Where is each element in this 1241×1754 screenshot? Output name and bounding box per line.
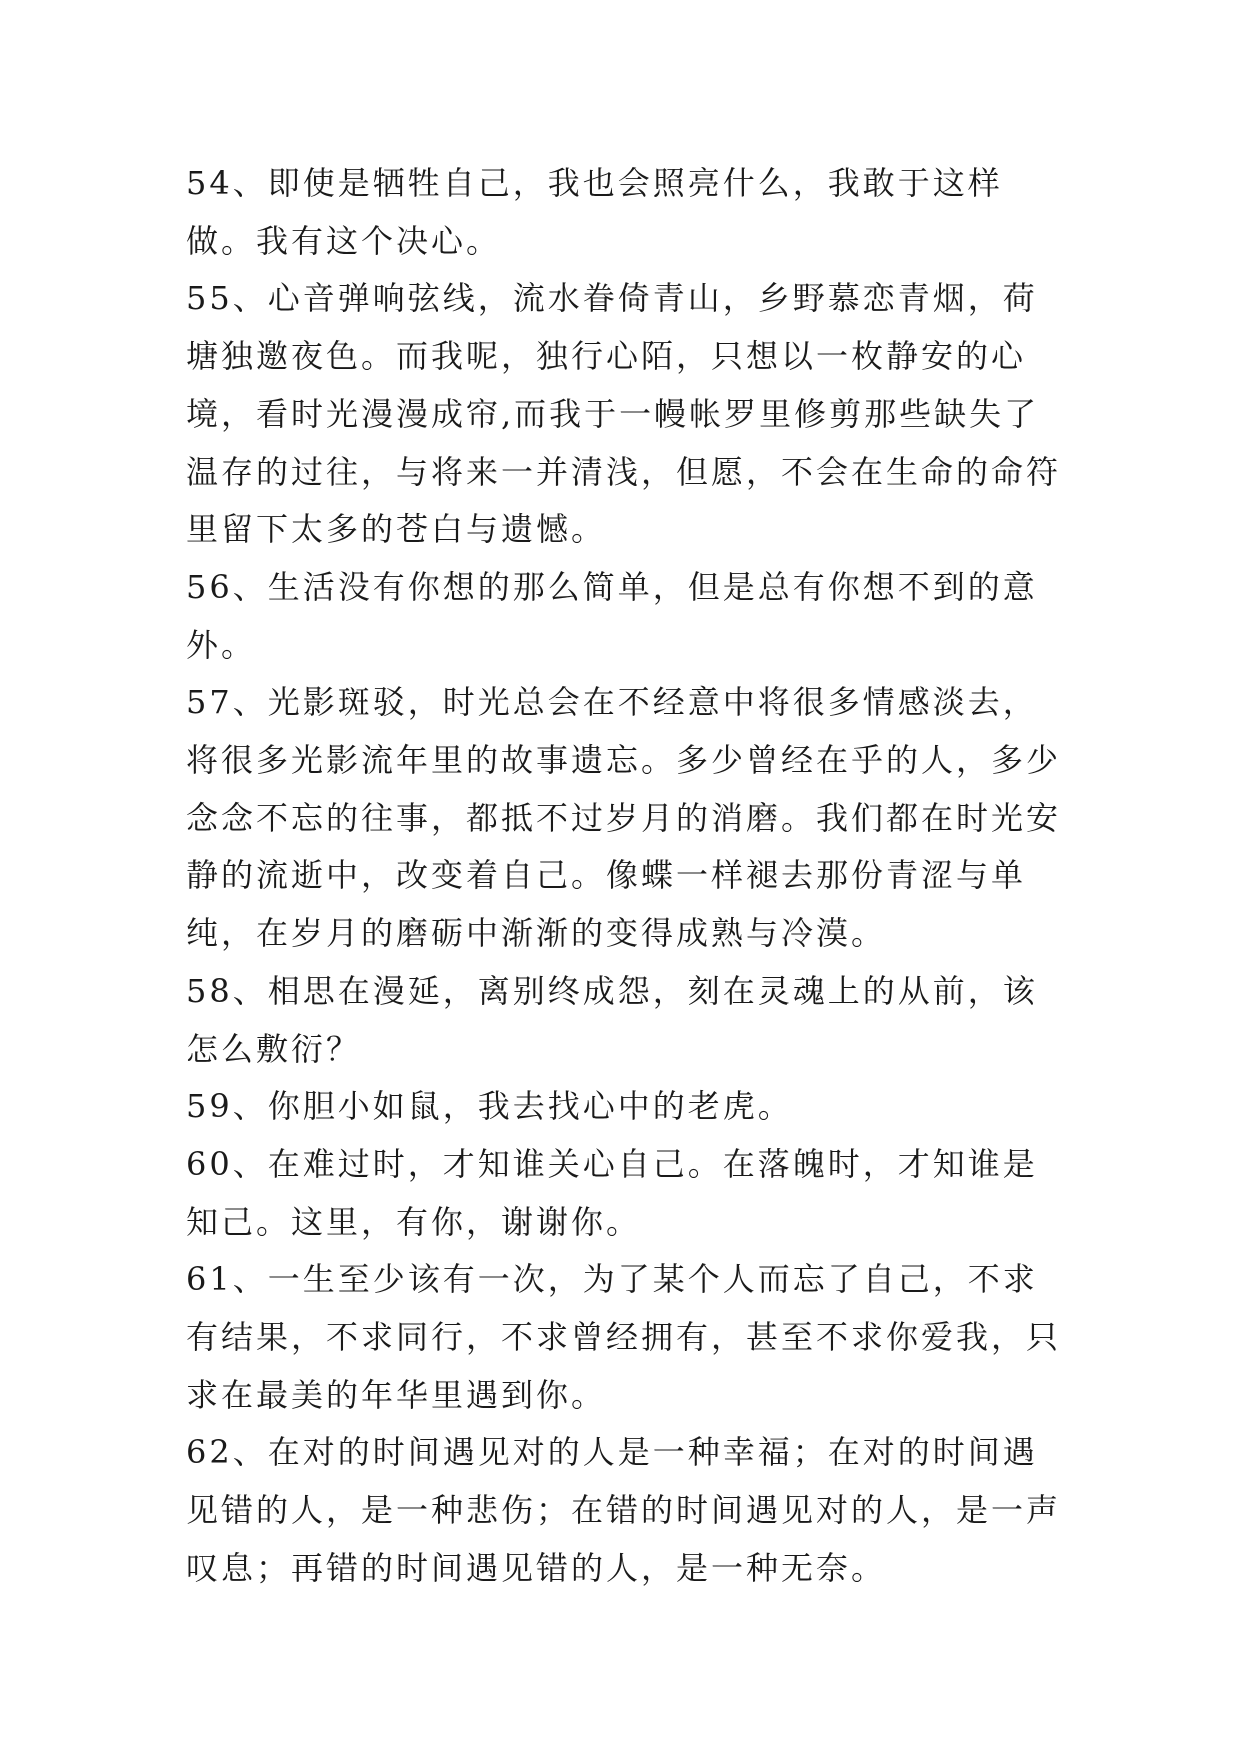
quote-entry-56: 56、生活没有你想的那么简单，但是总有你想不到的意外。 xyxy=(186,567,1038,664)
document-body xyxy=(186,155,1066,1598)
quote-entry-54: 54、即使是牺牲自己，我也会照亮什么，我敢于这样做。我有这个决心。 xyxy=(186,164,1003,260)
quote-entry-58: 58、相思在漫延，离别终成怨，刻在灵魂上的从前，该怎么敷衍？ xyxy=(186,971,1038,1068)
quote-entry-61: 61、一生至少该有一次，为了某个人而忘了自己，不求有结果，不求同行，不求曾经拥有，甚至不求你爱我，只求在最美的年华里遇到你。 xyxy=(186,1260,1062,1414)
quote-entry-57: 57、光影斑驳，时光总会在不经意中将很多情感淡去，将很多光影流年里的故事遗忘。多少曾经在乎的人，多少念念不忘的往事，都抵不过岁月的消磨。我们都在时光安静的流逝中，改变着自己。像蝶一样褪去那份青涩与单纯，在岁月的磨砺中渐渐的变得成熟与冷漠。 xyxy=(186,683,1062,953)
quote-entry-59: 59、你胆小如鼠，我去找心中的老虎。 xyxy=(186,1087,793,1126)
quote-entry-62: 62、在对的时间遇见对的人是一种幸福；在对的时间遇见错的人，是一种悲伤；在错的时间遇见对的人，是一声叹息；再错的时间遇见错的人，是一种无奈。 xyxy=(186,1433,1062,1587)
quote-entry-55: 55、心音弹响弦线，流水眷倚青山，乡野慕恋青烟，荷塘独邀夜色。而我呢，独行心陌，只想以一枚静安的心境，看时光漫漫成帘,而我于一幔帐罗里修剪那些缺失了温存的过往，与将来一并清浅，但愿，不会在生命的命符里留下太多的苍白与遗憾。 xyxy=(186,279,1062,549)
quote-entry-60: 60、在难过时，才知谁关心自己。在落魄时，才知谁是知己。这里，有你，谢谢你。 xyxy=(186,1144,1038,1241)
